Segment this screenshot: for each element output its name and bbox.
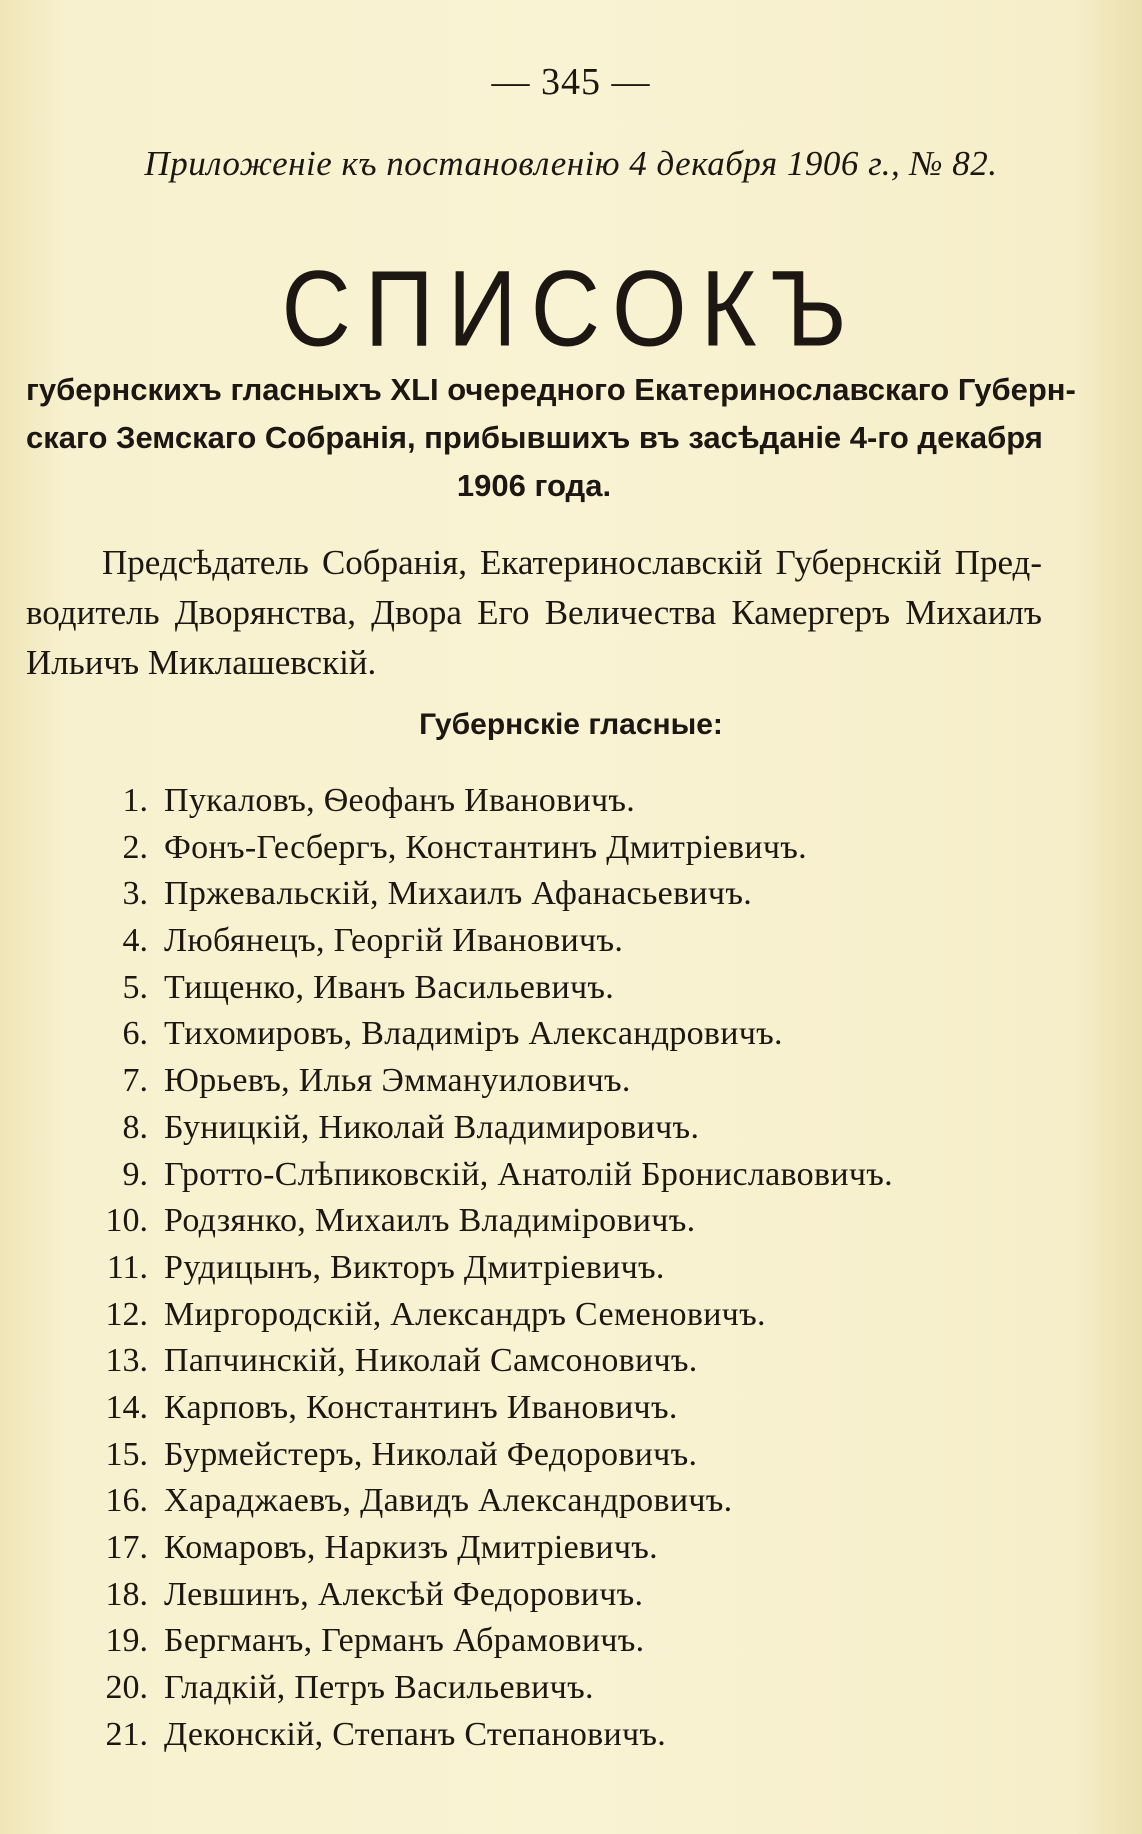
member-name: Комаровъ, Наркизъ Дмитріевичъ. [164, 1529, 658, 1566]
item-number: 9. [122, 1155, 148, 1193]
member-name: Бергманъ, Германъ Абрамовичъ. [164, 1622, 645, 1660]
item-number: 4. [122, 922, 148, 960]
list-item [60, 1292, 1060, 1339]
member-name: Деконскій, Степанъ Степановичъ. [164, 1715, 667, 1753]
member-name: Пукаловъ, Ѳеофанъ Ивановичъ. [164, 782, 636, 819]
list-item [60, 1245, 1060, 1292]
list-item [60, 1432, 1060, 1479]
item-number: 13. [105, 1342, 148, 1380]
item-number: 1. [122, 782, 148, 819]
section-heading: Губернскіе гласные: [419, 708, 723, 741]
subtitle-line: скаго Земскаго Собранія, прибывшихъ въ засѣданіе 4-го декабря [26, 420, 1043, 455]
item-number: 16. [105, 1482, 148, 1520]
member-name: Рудицынъ, Викторъ Дмитріевичъ. [164, 1248, 665, 1286]
list-item [60, 1525, 1060, 1572]
list-item [60, 965, 1060, 1012]
item-number: 10. [105, 1202, 148, 1240]
subtitle-line: губернскихъ гласныхъ XLI очередного Екатеринославскаго Губерн- [26, 372, 1076, 407]
list-item [60, 1618, 1060, 1665]
list-item [60, 1105, 1060, 1152]
item-number: 19. [105, 1622, 148, 1660]
item-number: 3. [122, 875, 148, 913]
chairman-line: Ильичъ Миклашевскій. [26, 643, 377, 682]
list-item [60, 871, 1060, 918]
item-number: 20. [105, 1669, 148, 1707]
members-list [60, 778, 1060, 1758]
list-item [60, 1058, 1060, 1105]
item-number: 15. [105, 1435, 148, 1473]
appendix-note: Приложеніе къ постановленію 4 декабря 1906 г., № 82. [144, 144, 998, 183]
document-subtitle [26, 366, 1076, 510]
item-number: 5. [122, 968, 148, 1006]
member-name: Родзянко, Михаилъ Владиміровичъ. [164, 1202, 696, 1240]
list-item [60, 825, 1060, 872]
member-name: Пржевальскій, Михаилъ Афанасьевичъ. [164, 875, 753, 913]
list-item [60, 1385, 1060, 1432]
member-name: Тищенко, Иванъ Васильевичъ. [164, 968, 615, 1006]
item-number: 7. [122, 1062, 148, 1100]
item-number: 8. [122, 1108, 148, 1146]
member-name: Фонъ-Гесбергъ, Константинъ Дмитріевичъ. [164, 828, 807, 866]
member-name: Хараджаевъ, Давидъ Александровичъ. [164, 1482, 733, 1520]
item-number: 12. [105, 1295, 148, 1333]
item-number: 21. [105, 1715, 148, 1753]
page-number: — 345 — [491, 61, 651, 103]
member-name: Буницкій, Николай Владимировичъ. [164, 1108, 700, 1146]
list-item [60, 1338, 1060, 1385]
member-name: Юрьевъ, Илья Эммануиловичъ. [164, 1062, 631, 1100]
member-name: Миргородскій, Александръ Семеновичъ. [164, 1295, 766, 1333]
list-item [60, 1478, 1060, 1525]
member-name: Карповъ, Константинъ Ивановичъ. [164, 1388, 678, 1426]
list-item [60, 1152, 1060, 1199]
document-title: СПИСОКЪ [281, 249, 861, 369]
list-item [60, 918, 1060, 965]
list-item [60, 1572, 1060, 1619]
list-item [60, 1198, 1060, 1245]
list-item [60, 778, 1060, 825]
item-number: 2. [122, 828, 148, 866]
member-name: Любянецъ, Георгій Ивановичъ. [164, 922, 624, 960]
item-number: 6. [122, 1015, 148, 1053]
item-number: 11. [106, 1248, 148, 1286]
member-name: Гротто-Слѣпиковскій, Анатолій Брониславовичъ. [164, 1155, 893, 1193]
subtitle-line: 1906 года. [456, 468, 612, 503]
list-item [60, 1712, 1060, 1759]
chairman-line: водитель Дворянства, Двора Его Величества Камергеръ Михаилъ [26, 593, 1042, 632]
member-name: Папчинскій, Николай Самсоновичъ. [164, 1342, 698, 1380]
member-name: Левшинъ, Алексѣй Федоровичъ. [164, 1575, 644, 1613]
member-name: Тихомировъ, Владиміръ Александровичъ. [164, 1015, 783, 1053]
member-name: Гладкій, Петръ Васильевичъ. [164, 1669, 594, 1707]
item-number: 17. [105, 1529, 148, 1566]
chairman-paragraph [26, 538, 1042, 688]
item-number: 14. [105, 1388, 148, 1426]
list-item [60, 1665, 1060, 1712]
item-number: 18. [105, 1575, 148, 1613]
chairman-line: Предсѣдатель Собранія, Екатеринославскій Губернскій Пред- [102, 543, 1042, 582]
member-name: Бурмейстеръ, Николай Федоровичъ. [164, 1435, 698, 1473]
list-item [60, 1011, 1060, 1058]
